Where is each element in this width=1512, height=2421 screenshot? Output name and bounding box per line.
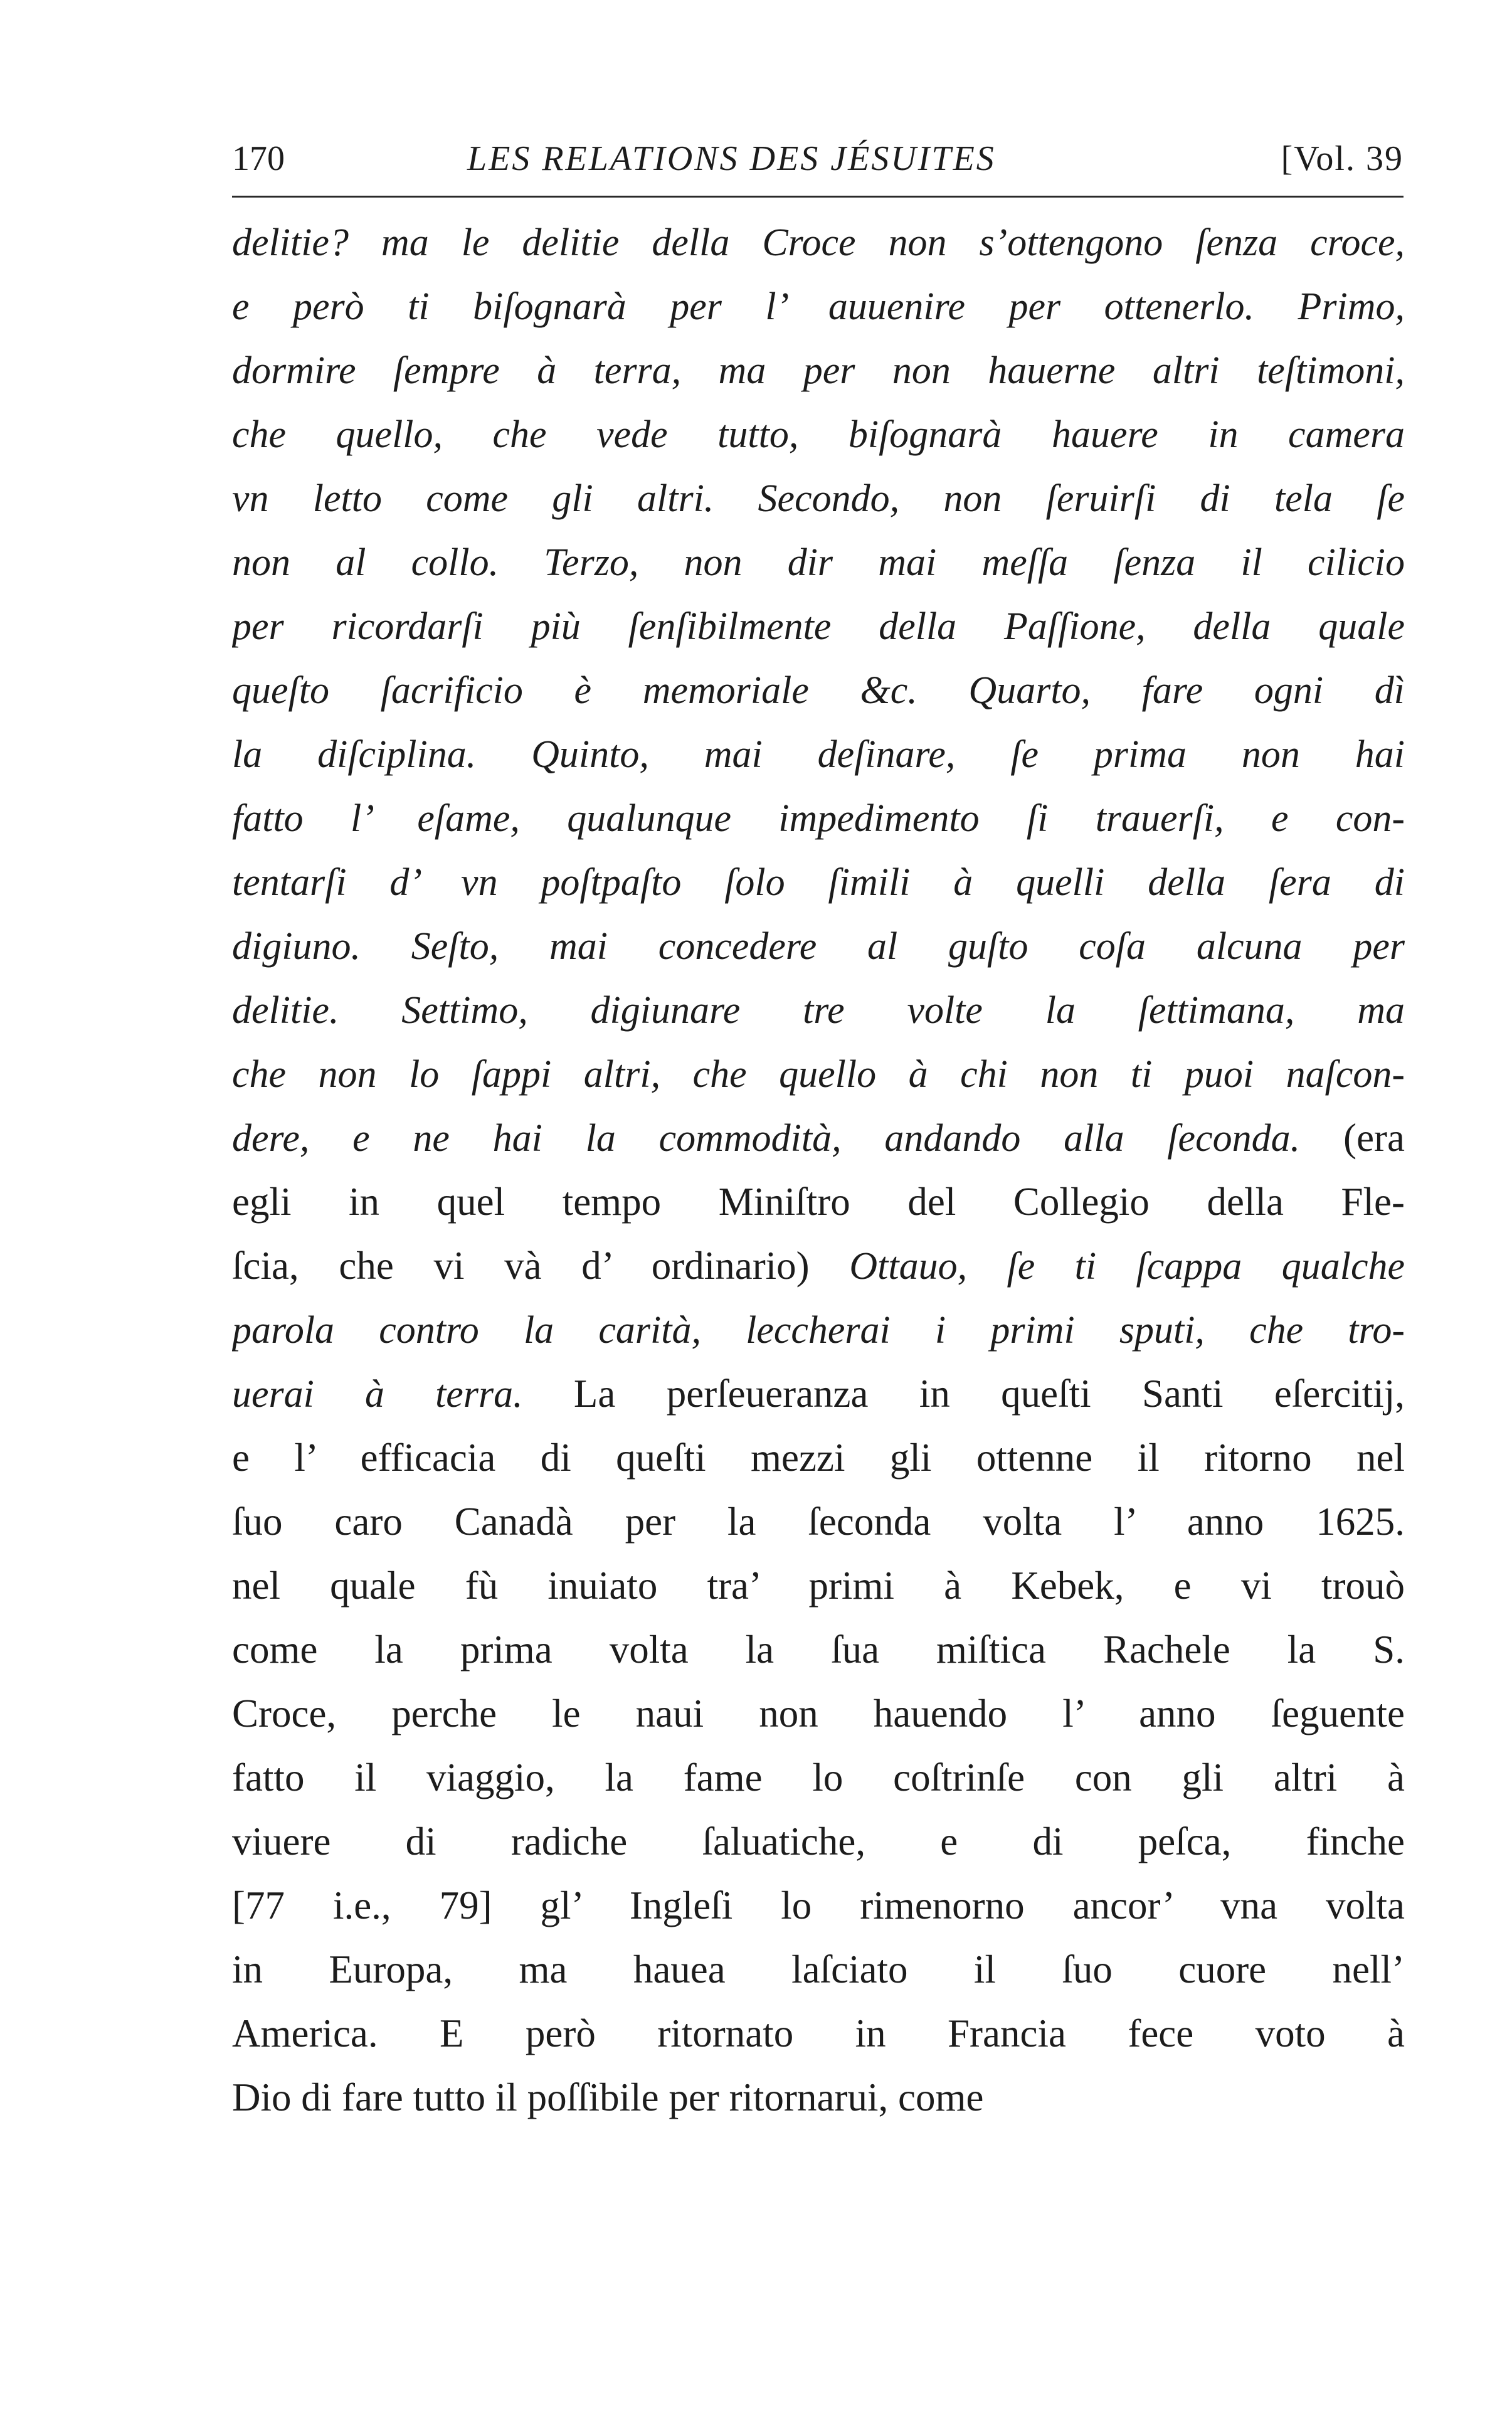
- roman-text: fatto il viaggio, la fame lo coſtrinſe con gli altri à: [232, 1756, 1405, 1799]
- text-line: [232, 1682, 1405, 1746]
- italic-text: delitie. Settimo, digiunare tre volte la ſettimana, ma: [232, 989, 1405, 1032]
- text-line: [232, 1426, 1405, 1490]
- text-line: [232, 466, 1405, 530]
- roman-text: Dio di fare tutto il poſſibile per ritornarui, come: [232, 2075, 984, 2119]
- italic-text: queſto ſacrificio è memoriale &c. Quarto, fare ogni dì: [232, 669, 1405, 712]
- header-rule: [232, 196, 1404, 198]
- italic-text: e però ti biſognarà per l’ auuenire per ottenerlo. Primo,: [232, 285, 1405, 328]
- text-line: [232, 978, 1405, 1042]
- text-line: [232, 1042, 1405, 1106]
- roman-text: viuere di radiche ſaluatiche, e di peſca, finche: [232, 1820, 1405, 1863]
- running-title: LES RELATIONS DES JÉSUITES: [467, 139, 996, 178]
- roman-text: Croce, perche le naui non hauendo l’ anno ſeguente: [232, 1692, 1405, 1735]
- page-number: 170: [232, 139, 285, 178]
- italic-text: per ricordarſi più ſenſibilmente della Paſſione, della quale: [232, 605, 1405, 648]
- roman-text: America. E però ritornato in Francia fece voto à: [232, 2011, 1405, 2055]
- body-text: [232, 210, 1405, 2129]
- italic-text: digiuno. Seſto, mai concedere al guſto coſa alcuna per: [232, 925, 1405, 968]
- roman-text: (era: [1300, 1116, 1405, 1160]
- volume-label: [Vol. 39: [1281, 139, 1404, 178]
- italic-text: vn letto come gli altri. Secondo, non ſeruirſi di tela ſe: [232, 477, 1405, 520]
- text-line: [232, 1234, 1405, 1298]
- text-line: [232, 658, 1405, 722]
- italic-text: uerai à terra.: [232, 1373, 523, 1416]
- text-line: [232, 1809, 1405, 1873]
- roman-text: ſcia, che vi và d’ ordinario): [232, 1244, 850, 1288]
- italic-text: non al collo. Terzo, non dir mai meſſa ſenza il cilicio: [232, 541, 1405, 584]
- text-line: [232, 1554, 1405, 1618]
- italic-text: Ottauo, ſe ti ſcappa qualche: [849, 1245, 1405, 1288]
- italic-text: fatto l’ eſame, qualunque impedimento ſi trauerſi, e con-: [232, 797, 1405, 840]
- roman-text: ſuo caro Canadà per la ſeconda volta l’ anno 1625.: [232, 1500, 1405, 1544]
- italic-text: delitie? ma le delitie della Croce non s’ottengono ſenza croce,: [232, 221, 1405, 264]
- text-line: [232, 1298, 1405, 1362]
- text-line: [232, 1937, 1405, 2001]
- text-line: [232, 402, 1405, 466]
- text-line: [232, 1746, 1405, 1809]
- text-line: [232, 210, 1405, 274]
- text-line: [232, 1490, 1405, 1554]
- roman-text: in Europa, ma hauea laſciato il ſuo cuore nell’: [232, 1947, 1405, 1991]
- italic-text: dormire ſempre à terra, ma per non hauerne altri teſtimoni,: [232, 349, 1405, 392]
- italic-text: che non lo ſappi altri, che quello à chi non ti puoi naſcon-: [232, 1053, 1405, 1096]
- text-line: [232, 338, 1405, 402]
- roman-text: come la prima volta la ſua miſtica Rachele la S.: [232, 1628, 1405, 1671]
- italic-text: parola contro la carità, leccherai i primi sputi, che tro-: [232, 1309, 1405, 1352]
- text-line: [232, 2065, 1405, 2129]
- roman-text: La perſeueranza in queſti Santi eſercitij,: [522, 1372, 1405, 1416]
- text-line: [232, 786, 1405, 850]
- italic-text: tentarſi d’ vn poſtpaſto ſolo ſimili à quelli della ſera di: [232, 861, 1405, 904]
- text-line: [232, 850, 1405, 914]
- text-line: [232, 914, 1405, 978]
- text-line: [232, 1873, 1405, 1937]
- italic-text: dere, e ne hai la commodità, andando alla ſeconda.: [232, 1117, 1301, 1160]
- roman-text: egli in quel tempo Miniſtro del Collegio della Fle-: [232, 1180, 1405, 1224]
- text-line: [232, 1618, 1405, 1682]
- text-line: [232, 530, 1405, 594]
- text-line: [232, 274, 1405, 338]
- roman-text: nel quale fù inuiato tra’ primi à Kebek, e vi trouò: [232, 1564, 1405, 1608]
- text-line: [232, 722, 1405, 786]
- roman-text: e l’ efficacia di queſti mezzi gli ottenne il ritorno nel: [232, 1436, 1405, 1480]
- page-header: [232, 130, 1404, 187]
- text-line: [232, 1362, 1405, 1426]
- text-line: [232, 594, 1405, 658]
- italic-text: la diſciplina. Quinto, mai deſinare, ſe prima non hai: [232, 733, 1405, 776]
- text-line: [232, 1106, 1405, 1170]
- text-line: [232, 2001, 1405, 2065]
- roman-text: [77 i.e., 79] gl’ Ingleſi lo rimenorno ancor’ vna volta: [232, 1883, 1405, 1927]
- italic-text: che quello, che vede tutto, biſognarà hauere in camera: [232, 413, 1405, 456]
- text-line: [232, 1170, 1405, 1234]
